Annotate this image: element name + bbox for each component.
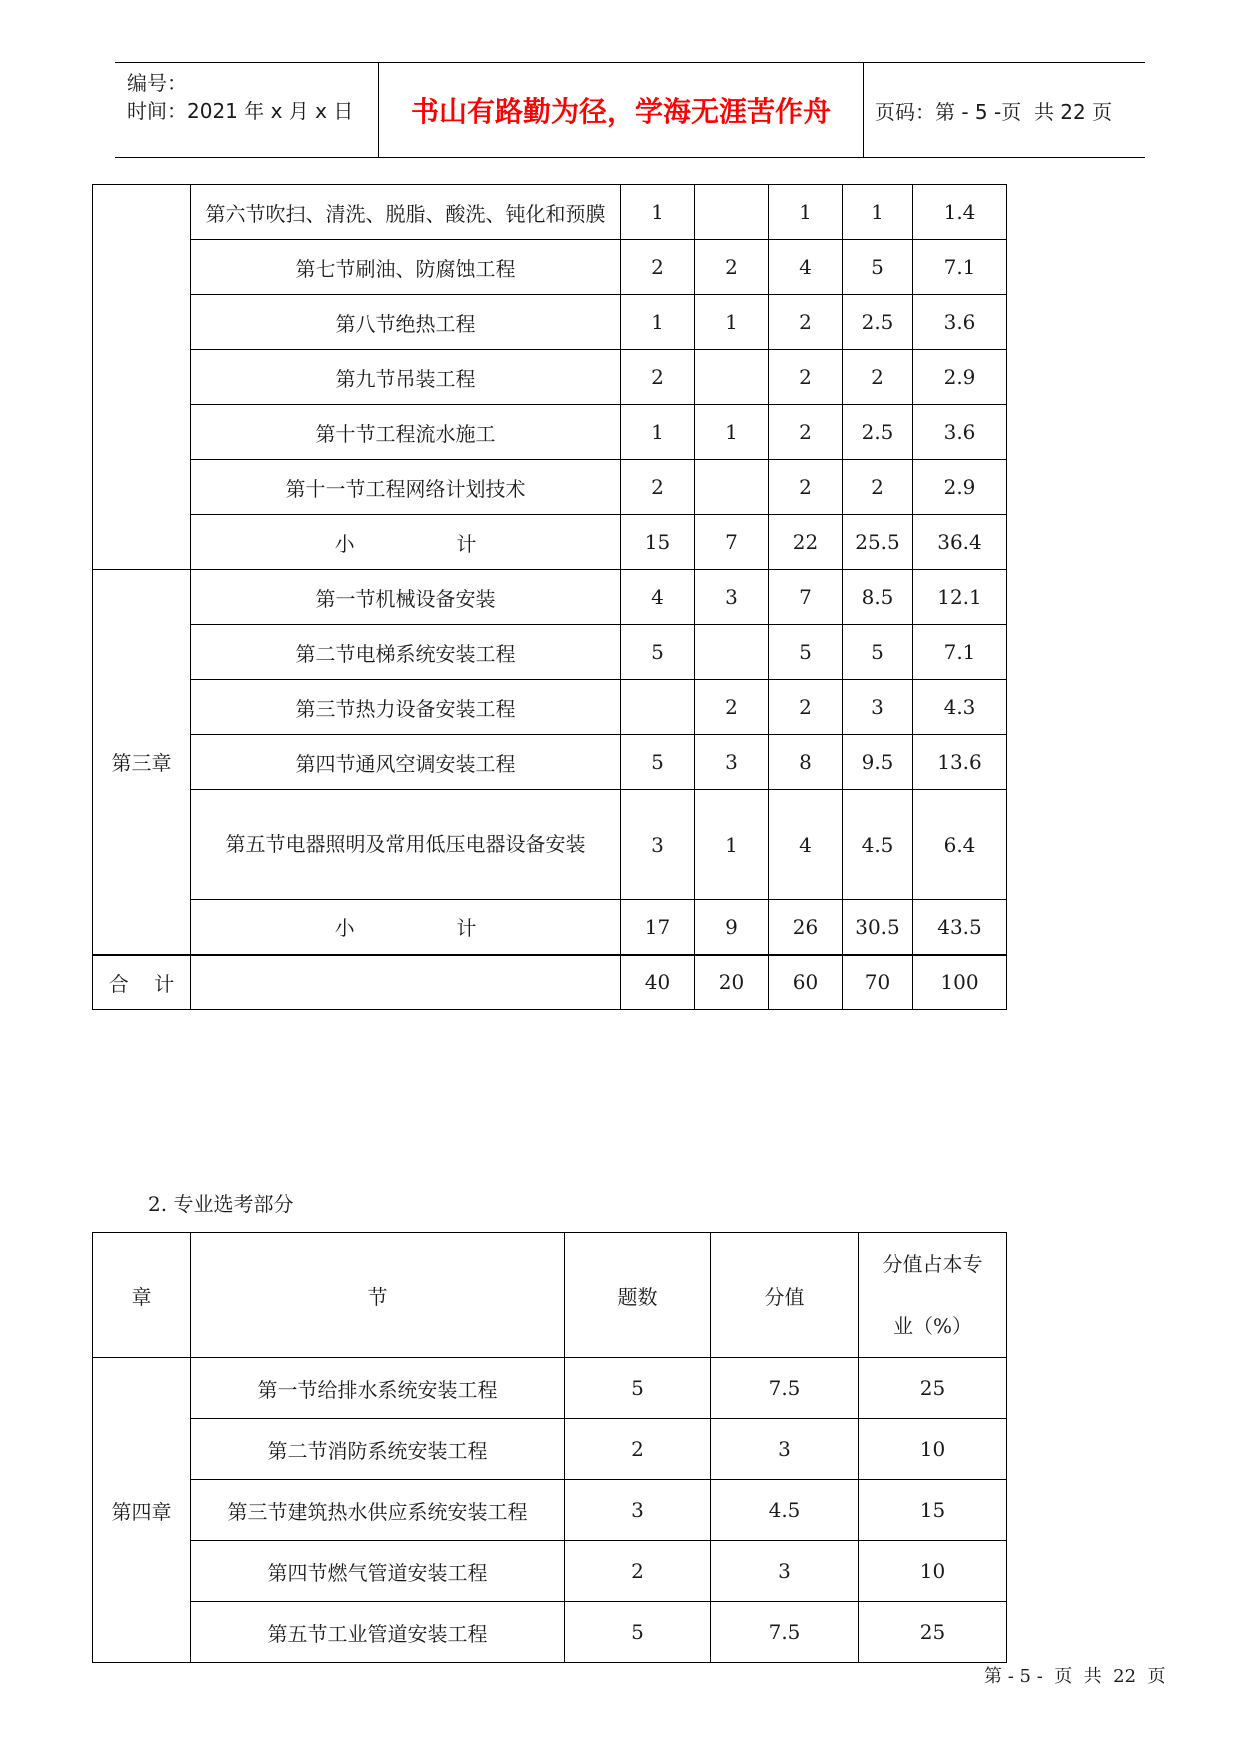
table-row — [93, 185, 1007, 240]
percentage-cell: 2.9 — [913, 350, 1007, 405]
count-practice-cell — [695, 185, 769, 240]
total-score-cell: 70 — [843, 955, 913, 1010]
count-cell: 2 — [565, 1541, 711, 1602]
count-theory-cell: 2 — [621, 460, 695, 515]
count-practice-cell: 2 — [695, 240, 769, 295]
header-page-number: 页码：第 - 5 -页 共 22 页 — [875, 99, 1113, 124]
score-cell: 1 — [843, 185, 913, 240]
score-cell: 3 — [711, 1541, 859, 1602]
table-row — [93, 460, 1007, 515]
table-row — [93, 295, 1007, 350]
percentage-cell: 25 — [859, 1358, 1007, 1419]
count-theory-cell: 5 — [621, 735, 695, 790]
count-practice-cell — [695, 460, 769, 515]
count-theory-cell: 4 — [621, 570, 695, 625]
percentage-cell: 15 — [859, 1480, 1007, 1541]
count-total-cell: 2 — [769, 680, 843, 735]
section-cell: 第九节吊装工程 — [191, 350, 621, 405]
count-practice-cell: 9 — [695, 900, 769, 955]
percentage-cell: 7.1 — [913, 240, 1007, 295]
table-row — [93, 790, 1007, 900]
count-theory-cell: 1 — [621, 185, 695, 240]
score-table-elective — [92, 1232, 1007, 1663]
count-total-cell: 2 — [769, 460, 843, 515]
total-label: 合 计 — [93, 955, 191, 1010]
score-cell: 2.5 — [843, 295, 913, 350]
score-cell: 3 — [711, 1419, 859, 1480]
percentage-cell: 3.6 — [913, 405, 1007, 460]
count-practice-cell: 2 — [695, 680, 769, 735]
header-percentage-line1: 分值占本专 — [882, 1252, 983, 1276]
section-cell: 第三节建筑热水供应系统安装工程 — [191, 1480, 565, 1541]
section-cell: 第七节刷油、防腐蚀工程 — [191, 240, 621, 295]
table-row — [93, 1602, 1007, 1663]
section-cell: 第五节电器照明及常用低压电器设备安装 — [191, 790, 621, 900]
table-row — [93, 735, 1007, 790]
percentage-cell: 10 — [859, 1541, 1007, 1602]
section-cell: 第二节消防系统安装工程 — [191, 1419, 565, 1480]
count-total-cell: 26 — [769, 900, 843, 955]
count-practice-cell: 1 — [695, 790, 769, 900]
percentage-cell: 7.1 — [913, 625, 1007, 680]
percentage-cell: 12.1 — [913, 570, 1007, 625]
score-cell: 25.5 — [843, 515, 913, 570]
table-header-row — [93, 1233, 1007, 1358]
header-count: 题数 — [565, 1233, 711, 1358]
count-theory-cell: 5 — [621, 625, 695, 680]
document-time-label: 时间：2021 年 x 月 x 日 — [127, 99, 354, 123]
table-row — [93, 350, 1007, 405]
percentage-cell: 6.4 — [913, 790, 1007, 900]
percentage-cell: 1.4 — [913, 185, 1007, 240]
table-row — [93, 680, 1007, 735]
count-total-cell: 5 — [769, 625, 843, 680]
header-section: 节 — [191, 1233, 565, 1358]
chapter-cell — [93, 185, 191, 570]
header-motto: 书山有路勤为径，学海无涯苦作舟 — [379, 63, 864, 157]
header-percentage-line2: 业（%） — [892, 1314, 972, 1338]
score-cell: 7.5 — [711, 1602, 859, 1663]
percentage-cell: 4.3 — [913, 680, 1007, 735]
percentage-cell: 25 — [859, 1602, 1007, 1663]
chapter-cell: 第四章 — [93, 1358, 191, 1663]
count-theory-cell: 17 — [621, 900, 695, 955]
header-percentage — [859, 1233, 1007, 1358]
score-cell: 2 — [843, 460, 913, 515]
percentage-cell: 36.4 — [913, 515, 1007, 570]
section-cell: 第十一节工程网络计划技术 — [191, 460, 621, 515]
count-theory-cell: 2 — [621, 350, 695, 405]
total-percentage-cell: 100 — [913, 955, 1007, 1010]
count-theory-cell: 3 — [621, 790, 695, 900]
count-practice-cell — [695, 625, 769, 680]
count-practice-cell: 1 — [695, 405, 769, 460]
count-practice-cell: 7 — [695, 515, 769, 570]
table-row — [93, 625, 1007, 680]
section-cell: 第三节热力设备安装工程 — [191, 680, 621, 735]
count-total-cell: 2 — [769, 295, 843, 350]
count-cell: 2 — [565, 1419, 711, 1480]
chapter-cell: 第三章 — [93, 570, 191, 955]
score-cell: 5 — [843, 625, 913, 680]
count-theory-cell: 1 — [621, 405, 695, 460]
percentage-cell: 13.6 — [913, 735, 1007, 790]
count-practice-cell: 3 — [695, 570, 769, 625]
score-cell: 3 — [843, 680, 913, 735]
score-cell: 7.5 — [711, 1358, 859, 1419]
section-cell: 小 计 — [191, 900, 621, 955]
document-number-label: 编号： — [127, 71, 187, 95]
table-row — [93, 1541, 1007, 1602]
count-practice-cell: 1 — [695, 295, 769, 350]
total-count-total-cell: 60 — [769, 955, 843, 1010]
percentage-cell: 3.6 — [913, 295, 1007, 350]
section-cell: 第五节工业管道安装工程 — [191, 1602, 565, 1663]
section-cell: 第二节电梯系统安装工程 — [191, 625, 621, 680]
section-cell: 第四节燃气管道安装工程 — [191, 1541, 565, 1602]
section-cell: 第一节给排水系统安装工程 — [191, 1358, 565, 1419]
section-cell: 第六节吹扫、清洗、脱脂、酸洗、钝化和预膜 — [191, 185, 621, 240]
percentage-cell: 2.9 — [913, 460, 1007, 515]
percentage-cell: 10 — [859, 1419, 1007, 1480]
count-theory-cell: 15 — [621, 515, 695, 570]
score-cell: 8.5 — [843, 570, 913, 625]
count-total-cell: 2 — [769, 405, 843, 460]
percentage-cell: 43.5 — [913, 900, 1007, 955]
score-cell: 4.5 — [711, 1480, 859, 1541]
table-row — [93, 1358, 1007, 1419]
header-chapter: 章 — [93, 1233, 191, 1358]
table-row — [93, 240, 1007, 295]
score-table-general — [92, 184, 1007, 1010]
table-row — [93, 1419, 1007, 1480]
score-cell: 9.5 — [843, 735, 913, 790]
count-theory-cell: 1 — [621, 295, 695, 350]
count-total-cell: 8 — [769, 735, 843, 790]
table-row — [93, 405, 1007, 460]
score-cell: 5 — [843, 240, 913, 295]
count-total-cell: 4 — [769, 240, 843, 295]
score-cell: 4.5 — [843, 790, 913, 900]
count-practice-cell — [695, 350, 769, 405]
count-theory-cell — [621, 680, 695, 735]
page-footer: 第 - 5 - 页 共 22 页 — [984, 1666, 1166, 1687]
total-count-practice-cell: 20 — [695, 955, 769, 1010]
count-total-cell: 4 — [769, 790, 843, 900]
section-title: 2. 专业选考部分 — [148, 1192, 294, 1216]
section-cell: 第一节机械设备安装 — [191, 570, 621, 625]
table-row — [93, 1480, 1007, 1541]
table-row — [93, 900, 1007, 955]
section-cell — [191, 955, 621, 1010]
header-score: 分值 — [711, 1233, 859, 1358]
page-header — [115, 62, 1145, 158]
score-cell: 2 — [843, 350, 913, 405]
header-meta — [115, 63, 379, 157]
count-cell: 5 — [565, 1602, 711, 1663]
count-practice-cell: 3 — [695, 735, 769, 790]
count-total-cell: 1 — [769, 185, 843, 240]
score-cell: 2.5 — [843, 405, 913, 460]
total-count-theory-cell: 40 — [621, 955, 695, 1010]
table-row — [93, 570, 1007, 625]
count-total-cell: 22 — [769, 515, 843, 570]
count-total-cell: 2 — [769, 350, 843, 405]
count-cell: 5 — [565, 1358, 711, 1419]
section-cell: 第八节绝热工程 — [191, 295, 621, 350]
section-cell: 小 计 — [191, 515, 621, 570]
total-row — [93, 955, 1007, 1010]
score-cell: 30.5 — [843, 900, 913, 955]
section-cell: 第十节工程流水施工 — [191, 405, 621, 460]
count-theory-cell: 2 — [621, 240, 695, 295]
count-cell: 3 — [565, 1480, 711, 1541]
section-cell: 第四节通风空调安装工程 — [191, 735, 621, 790]
table-row — [93, 515, 1007, 570]
count-total-cell: 7 — [769, 570, 843, 625]
